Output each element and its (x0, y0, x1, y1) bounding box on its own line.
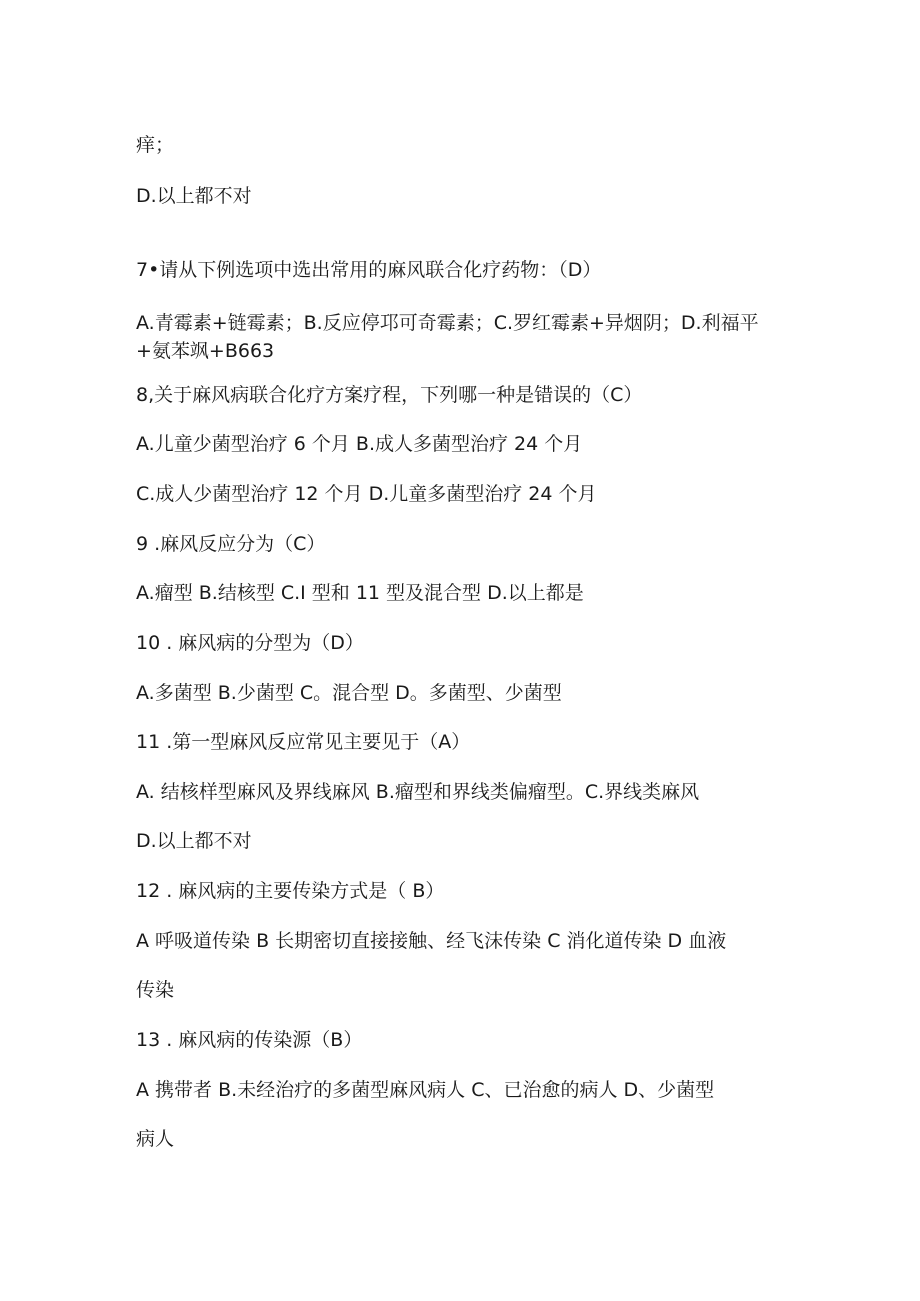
question-12-options-cont: 传染 (136, 979, 175, 1001)
question-10-options: A.多菌型 B.少菌型 C。混合型 D。多菌型、少菌型 (136, 682, 562, 704)
question-7: 7•请从下例选项中选出常用的麻风联合化疗药物：（D） (136, 259, 602, 281)
question-11-options: A. 结核样型麻风及界线麻风 B.瘤型和界线类偏瘤型。C.界线类麻风 (136, 781, 700, 803)
question-12: 12 . 麻风病的主要传染方式是（ B） (136, 880, 445, 902)
question-8: 8,关于麻风病联合化疗方案疗程，下列哪一种是错误的（C） (136, 384, 643, 406)
question-8-options-ab: A.儿童少菌型治疗 6 个月 B.成人多菌型治疗 24 个月 (136, 433, 583, 455)
question-13: 13 . 麻风病的传染源（B） (136, 1029, 363, 1051)
text-line-continuation: 痒； (136, 134, 175, 156)
question-9-options: A.瘤型 B.结核型 C.I 型和 11 型及混合型 D.以上都是 (136, 582, 584, 604)
question-8-options-cd: C.成人少菌型治疗 12 个月 D.儿童多菌型治疗 24 个月 (136, 483, 597, 505)
question-13-options-cont: 病人 (136, 1128, 175, 1150)
question-9: 9 .麻风反应分为（C） (136, 533, 326, 555)
question-7-options: A.青霉素+链霉素；B.反应停邛可奇霉素；C.罗红霉素+异烟阴；D.利福平+氨苯飒+B663 (136, 312, 759, 362)
question-13-options: A 携带者 B.未经治疗的多菌型麻风病人 C、已治愈的病人 D、少菌型 (136, 1079, 715, 1101)
option-line: D.以上都不对 (136, 185, 252, 207)
question-11: 11 .第一型麻风反应常见主要见于（A） (136, 731, 471, 753)
question-12-options: A 呼吸道传染 B 长期密切直接接触、经飞沫传染 C 消化道传染 D 血液 (136, 930, 727, 952)
question-11-option-d: D.以上都不对 (136, 830, 252, 852)
question-10: 10 . 麻风病的分型为（D） (136, 632, 364, 654)
